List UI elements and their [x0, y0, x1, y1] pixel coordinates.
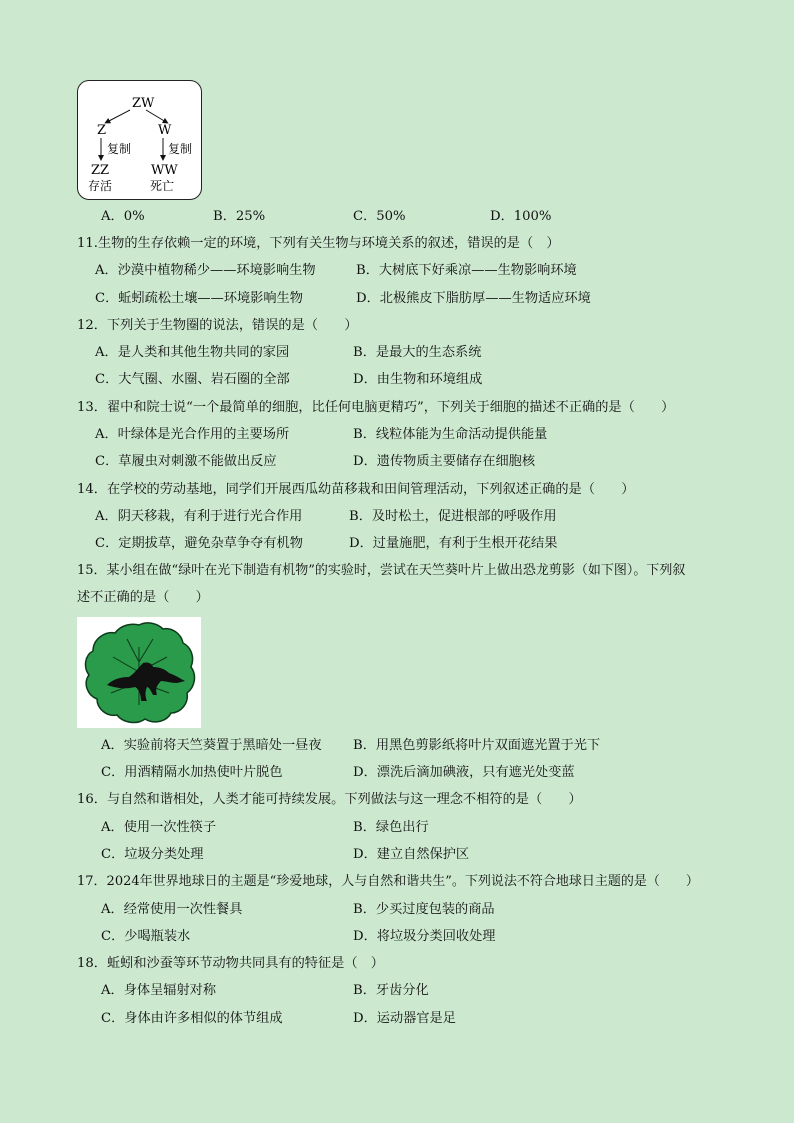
q16-option-a: A．使用一次性筷子 — [101, 820, 217, 835]
q13-stem: 13．翟中和院士说“一个最简单的细胞，比任何电脑更精巧”，下列关于细胞的描述不正确的是（ ） — [77, 400, 675, 415]
q18-option-c: C．身体由许多相似的体节组成 — [101, 1011, 283, 1026]
q12-option-b: B．是最大的生态系统 — [353, 345, 482, 360]
q13-option-b: B．线粒体能为生命活动提供能量 — [353, 427, 548, 442]
right-copy-label: 复制 — [168, 142, 193, 156]
q11-option-a: A．沙漠中植物稀少——环境影响生物 — [95, 263, 316, 278]
q10-option-d: D．100% — [490, 209, 552, 224]
q17-option-b: B．少买过度包装的商品 — [353, 902, 495, 917]
left-copy-label: 复制 — [107, 142, 132, 156]
left-branch-arrow — [107, 110, 130, 122]
q15-option-d: D．漂洗后滴加碘液，只有遮光处变蓝 — [353, 765, 575, 780]
q12-option-d: D．由生物和环境组成 — [353, 372, 483, 387]
leaf-dinosaur-image — [77, 617, 201, 728]
q15-option-a: A．实验前将天竺葵置于黑暗处一昼夜 — [101, 738, 322, 753]
q18-option-b: B．牙齿分化 — [353, 983, 429, 998]
q17-option-a: A．经常使用一次性餐具 — [101, 902, 243, 917]
q11-option-b: B．大树底下好乘凉——生物影响环境 — [356, 263, 577, 278]
parent-label: ZW — [132, 96, 155, 111]
left-gamete: Z — [97, 123, 107, 138]
chromosome-diagram — [77, 80, 202, 200]
q12-stem: 12．下列关于生物圈的说法，错误的是（ ） — [77, 318, 358, 333]
q15-stem-line2: 述不正确的是（ ） — [77, 590, 209, 605]
q17-option-c: C．少喝瓶装水 — [101, 929, 191, 944]
q18-option-d: D．运动器官是足 — [353, 1011, 456, 1026]
leaf-dinosaur-svg — [77, 617, 201, 728]
q16-option-b: B．绿色出行 — [353, 820, 429, 835]
q17-stem: 17．2024年世界地球日的主题是“珍爱地球，人与自然和谐共生”。下列说法不符合地球日主题的是（ ） — [77, 874, 699, 889]
q13-option-c: C．草履虫对刺激不能做出反应 — [95, 454, 277, 469]
q15-option-b: B．用黑色剪影纸将叶片双面遮光置于光下 — [353, 738, 601, 753]
q11-option-d: D．北极熊皮下脂肪厚——生物适应环境 — [356, 291, 591, 306]
q10-option-c: C．50% — [353, 209, 406, 224]
q18-stem: 18．蚯蚓和沙蚕等环节动物共同具有的特征是（ ） — [77, 956, 384, 971]
q14-stem: 14．在学校的劳动基地，同学们开展西瓜幼苗移栽和田间管理活动，下列叙述正确的是（ ） — [77, 482, 635, 497]
q13-option-d: D．遗传物质主要储存在细胞核 — [353, 454, 536, 469]
q11-stem: 11.生物的生存依赖一定的环境，下列有关生物与环境关系的叙述，错误的是（ ） — [77, 236, 560, 251]
q18-option-a: A．身体呈辐射对称 — [101, 983, 217, 998]
q11-option-c: C．蚯蚓疏松土壤——环境影响生物 — [95, 291, 303, 306]
chromosome-diagram-svg — [78, 81, 201, 199]
q16-option-d: D．建立自然保护区 — [353, 847, 470, 862]
q14-option-c: C．定期拔草，避免杂草争夺有机物 — [95, 536, 303, 551]
right-result: WW — [151, 163, 178, 178]
q15-option-c: C．用酒精隔水加热使叶片脱色 — [101, 765, 283, 780]
q16-stem: 16．与自然和谐相处，人类才能可持续发展。下列做法与这一理念不相符的是（ ） — [77, 792, 582, 807]
q12-option-c: C．大气圈、水圈、岩石圈的全部 — [95, 372, 290, 387]
q10-option-b: B．25% — [213, 209, 266, 224]
right-branch-arrow — [146, 110, 166, 122]
q12-option-a: A．是人类和其他生物共同的家园 — [95, 345, 290, 360]
left-result: ZZ — [91, 163, 110, 178]
q17-option-d: D．将垃圾分类回收处理 — [353, 929, 496, 944]
q14-option-a: A．阴天移栽，有利于进行光合作用 — [95, 509, 303, 524]
left-outcome: 存活 — [88, 179, 113, 193]
q15-stem-line1: 15．某小组在做“绿叶在光下制造有机物”的实验时，尝试在天竺葵叶片上做出恐龙剪影（如下图）。下列叙 — [77, 563, 686, 578]
q14-option-b: B．及时松土，促进根部的呼吸作用 — [349, 509, 557, 524]
q10-option-a: A．0% — [101, 209, 145, 224]
q13-option-a: A．叶绿体是光合作用的主要场所 — [95, 427, 290, 442]
right-gamete: W — [158, 123, 172, 138]
right-outcome: 死亡 — [150, 179, 175, 193]
q16-option-c: C．垃圾分类处理 — [101, 847, 204, 862]
q14-option-d: D．过量施肥，有利于生根开花结果 — [349, 536, 558, 551]
